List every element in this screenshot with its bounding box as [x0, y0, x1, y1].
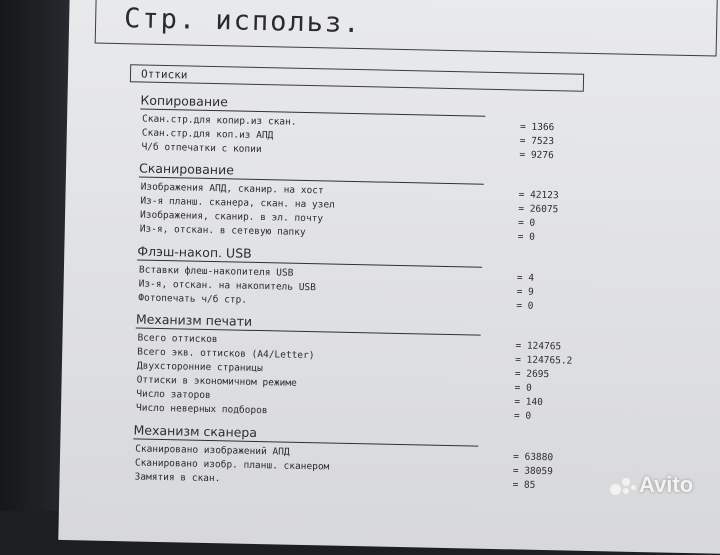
- stat-value: = 85: [512, 479, 536, 491]
- stat-value: = 63880: [512, 451, 554, 464]
- section-header: Оттиски: [130, 64, 584, 92]
- stat-value: = 0: [513, 410, 532, 422]
- group-scanner-engine: [132, 422, 673, 495]
- group-usb: [136, 243, 677, 316]
- page-title: Стр. использ.: [123, 3, 362, 40]
- group-copying: [139, 93, 680, 166]
- avito-watermark: [610, 472, 693, 498]
- stat-label: Оттиски в экономичном режиме: [136, 374, 297, 389]
- stat-label: Сканировано изображений АПД: [135, 443, 290, 458]
- group-title: Механизм сканера: [133, 422, 478, 446]
- group-title: Сканирование: [139, 160, 484, 184]
- group-title: Копирование: [140, 93, 485, 117]
- avito-wordmark: Avito: [639, 472, 694, 497]
- stat-label: Двухсторонние страницы: [136, 360, 263, 375]
- group-scanning: [138, 160, 679, 247]
- stat-label: Изображения, сканир. в эл. почту: [139, 209, 324, 225]
- stat-label: Ч/б отпечатки с копии: [141, 141, 262, 156]
- stat-value: = 7523: [519, 135, 555, 148]
- stat-value: = 140: [514, 396, 543, 408]
- stat-label: Из-я, отскан. в сетевую папку: [139, 223, 306, 238]
- stat-label: Всего оттисков: [137, 332, 218, 346]
- stat-label: Скан.стр.для коп.из АПД: [141, 127, 274, 142]
- group-print-engine: [134, 311, 676, 426]
- stat-label: Замятия в скан.: [134, 471, 221, 485]
- stat-value: = 124765: [515, 340, 562, 353]
- stat-value: = 4: [516, 272, 535, 284]
- stat-value: = 0: [514, 382, 532, 394]
- stat-label: Фотопечать ч/б стр.: [138, 292, 248, 306]
- stat-value: = 9276: [519, 149, 554, 162]
- stat-value: = 2695: [514, 368, 550, 381]
- stat-value: = 42123: [518, 189, 559, 202]
- stat-label: Число заторов: [136, 388, 211, 402]
- title-box: [95, 0, 718, 57]
- stat-label: Из-я планш. сканера, скан. на узел: [140, 195, 335, 211]
- stat-label: Сканировано изобр. планш. сканером: [134, 457, 330, 473]
- stat-value: = 0: [517, 217, 536, 229]
- stat-value: = 1366: [519, 121, 555, 134]
- stat-value: = 38059: [512, 465, 553, 478]
- stat-value: = 0: [517, 231, 536, 243]
- stat-label: Скан.стр.для копир.из скан.: [141, 113, 297, 128]
- stat-label: Всего экв. оттисков (А4/Letter): [137, 346, 315, 362]
- group-title: Флэш-накоп. USB: [137, 243, 482, 267]
- stat-label: Вставки флеш-накопителя USB: [138, 264, 294, 279]
- stat-value: = 9: [516, 286, 534, 298]
- stat-value: = 26075: [518, 203, 559, 216]
- stat-value: = 0: [516, 300, 534, 312]
- group-title: Механизм печати: [136, 311, 481, 335]
- stat-label: Изображения АПД, сканир. на хост: [140, 181, 324, 197]
- stat-label: Число неверных подборов: [135, 402, 268, 417]
- stat-label: Из-я, отскан. на накопитель USB: [138, 278, 317, 294]
- avito-logo-icon: [610, 476, 636, 496]
- stat-value: = 124765.2: [515, 354, 573, 367]
